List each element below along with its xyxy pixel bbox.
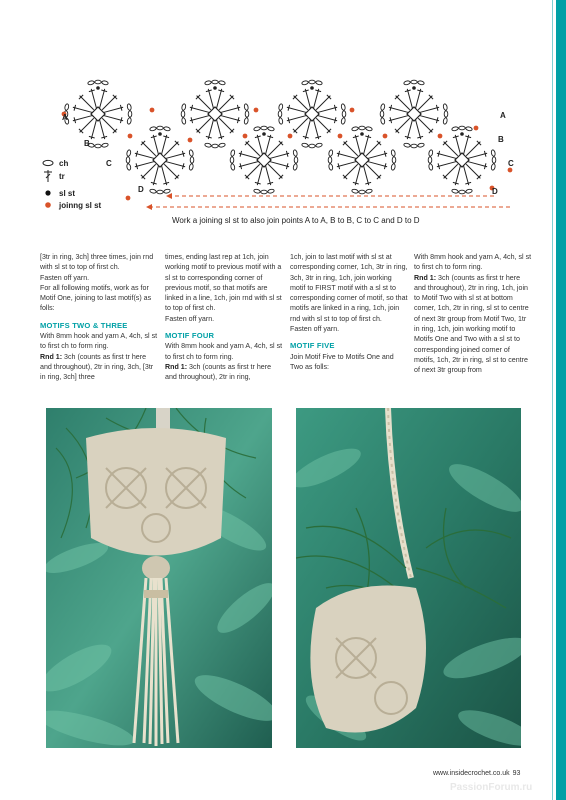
chain-stitch — [328, 163, 333, 170]
treble-stitch — [142, 164, 156, 178]
chain-stitch — [341, 104, 346, 111]
treble-stitch — [355, 135, 360, 154]
chain-stitch — [491, 163, 496, 170]
chain-stitch — [181, 104, 186, 111]
treble-stitch — [344, 142, 358, 156]
joining-slip-stitch — [243, 134, 248, 139]
chain-stitch — [212, 144, 218, 148]
legend-item-ch — [40, 158, 68, 168]
ch-icon — [40, 159, 56, 167]
treble-stitch — [368, 153, 387, 158]
treble-stitch — [142, 142, 156, 156]
join-point-label: D — [492, 187, 498, 196]
round-text: 3ch (counts as first tr here and throughout), 2tr in ring, — [165, 362, 272, 382]
treble-stitch — [190, 116, 209, 121]
slip-stitch — [412, 86, 416, 90]
treble-stitch — [318, 107, 337, 112]
chain-stitch — [150, 189, 157, 194]
treble-stitch — [337, 153, 356, 158]
round-instruction — [414, 273, 532, 376]
chain-stitch — [64, 104, 69, 111]
chain-stitch — [428, 163, 433, 170]
slip-stitch — [262, 132, 266, 136]
chain-stitch — [267, 126, 274, 131]
slip-stitch — [360, 132, 364, 136]
join-point-label: C — [508, 159, 514, 168]
treble-stitch — [257, 135, 262, 154]
treble-stitch — [364, 166, 369, 185]
treble-stitch — [455, 135, 460, 154]
treble-stitch — [389, 116, 408, 121]
chain-stitch — [411, 144, 417, 148]
treble-stitch — [355, 166, 360, 185]
text-column-4 — [414, 252, 532, 376]
chain-stitch — [428, 150, 433, 157]
chain-stitch — [230, 150, 235, 157]
joining-slip-stitch — [254, 108, 259, 113]
chain-stitch — [444, 111, 448, 117]
chain-stitch — [190, 157, 194, 163]
chain-stitch — [359, 190, 365, 194]
joining-slip-stitch — [150, 108, 155, 113]
chain-stitch — [452, 126, 459, 131]
body-paragraph: 1ch, join to last motif with sl st at corresponding corner, 1ch, 3tr in ring, 3ch, 3tr in ring, 1ch, join working motif to FIRST motif with a sl st to corresponding corner of motif, so that motifs are linked in a ring, 1ch, join rnd with sl st to top of first ch. — [290, 253, 408, 323]
joining-slip-stitch — [128, 134, 133, 139]
body-paragraph: For all following motifs, work as for Motif One, joining to last motif(s) as folls: — [40, 283, 152, 313]
joining-slip-stitch — [508, 168, 513, 173]
treble-stitch — [102, 96, 116, 110]
chain-stitch — [392, 157, 396, 163]
treble-stitch — [287, 107, 306, 112]
treble-stitch — [270, 153, 289, 158]
join-arrow-head — [166, 193, 172, 199]
treble-stitch — [162, 135, 167, 154]
treble-stitch — [104, 107, 123, 112]
section-heading: MOTIF FIVE — [290, 341, 335, 351]
joining-slip-stitch — [338, 134, 343, 139]
treble-stitch — [257, 166, 262, 185]
treble-stitch — [407, 89, 412, 108]
section-heading: MOTIF FOUR — [165, 331, 215, 341]
treble-stitch — [190, 107, 209, 112]
chain-stitch — [309, 80, 315, 84]
chain-stitch — [267, 189, 274, 194]
body-paragraph: Fasten off yarn. — [290, 325, 340, 334]
treble-stitch — [164, 142, 178, 156]
round-instruction — [40, 352, 158, 383]
join-point-label: A — [500, 111, 506, 120]
text-column-1 — [40, 252, 158, 383]
treble-stitch — [366, 164, 380, 178]
treble-stitch — [416, 89, 421, 108]
page-number: 93 — [512, 770, 521, 777]
treble-stitch — [102, 118, 116, 132]
treble-stitch — [368, 162, 387, 167]
treble-stitch — [80, 96, 94, 110]
treble-stitch — [418, 118, 432, 132]
treble-stitch — [219, 118, 233, 132]
chain-stitch — [101, 80, 108, 85]
treble-stitch — [268, 142, 282, 156]
chain-stitch — [309, 144, 315, 148]
chain-stitch — [127, 117, 132, 124]
treble-stitch — [294, 118, 308, 132]
treble-stitch — [396, 118, 410, 132]
treble-stitch — [437, 162, 456, 167]
chain-stitch — [380, 104, 385, 111]
legend-item-tr — [40, 171, 65, 181]
treble-stitch — [73, 107, 92, 112]
chain-stitch — [443, 104, 448, 111]
tr-icon — [40, 169, 56, 183]
round-text: 3ch (counts as first tr here and throughout), 2tr in ring, 3ch, [3tr in ring, 3ch] three — [40, 352, 154, 382]
join-arrow-head — [146, 204, 152, 210]
chain-stitch — [302, 143, 309, 148]
treble-stitch — [100, 89, 105, 108]
treble-stitch — [221, 116, 240, 121]
chain-stitch — [365, 126, 372, 131]
body-paragraph: With 8mm hook and yarn A, 4ch, sl st to first ch to form ring. — [165, 342, 283, 361]
treble-stitch — [162, 166, 167, 185]
body-paragraph: [3tr in ring, 3ch] three times, join rnd with sl st to top of first ch. — [40, 253, 154, 272]
slip-stitch — [310, 86, 314, 90]
treble-stitch — [266, 166, 271, 185]
body-paragraph: Fasten off yarn. — [165, 314, 215, 323]
legend-item-sl-st — [40, 188, 75, 198]
treble-stitch — [420, 116, 439, 121]
chain-stitch — [293, 150, 298, 157]
treble-stitch — [153, 166, 158, 185]
treble-stitch — [316, 96, 330, 110]
treble-stitch — [316, 118, 330, 132]
treble-stitch — [104, 116, 123, 121]
treble-stitch — [100, 120, 105, 139]
treble-stitch — [217, 120, 222, 139]
chain-stitch — [417, 80, 424, 85]
legend-label: ch — [59, 158, 69, 168]
joining-sl-st-icon — [40, 201, 56, 209]
treble-stitch — [164, 164, 178, 178]
chain-stitch — [181, 117, 186, 124]
chain-stitch — [465, 126, 472, 131]
chart-caption: Work a joining sl st to also join points A to A, B to B, C to C and D to D — [172, 216, 420, 225]
treble-stitch — [135, 153, 154, 158]
chain-stitch — [491, 150, 496, 157]
chain-stitch — [411, 80, 417, 84]
legend-item-joining-sl-st — [40, 200, 101, 210]
chain-stitch — [126, 150, 131, 157]
treble-stitch — [344, 164, 358, 178]
chain-stitch — [278, 117, 283, 124]
treble-stitch — [364, 135, 369, 154]
treble-stitch — [266, 135, 271, 154]
chain-stitch — [417, 143, 424, 148]
join-point-label: A — [62, 113, 68, 122]
treble-stitch — [444, 142, 458, 156]
chain-stitch — [230, 157, 234, 163]
chain-stitch — [359, 126, 365, 130]
chain-stitch — [88, 80, 95, 85]
chain-stitch — [465, 189, 472, 194]
treble-stitch — [455, 166, 460, 185]
treble-stitch — [305, 120, 310, 139]
treble-stitch — [73, 116, 92, 121]
body-paragraph: Join Motif Five to Motifs One and Two as folls: — [290, 352, 394, 371]
chain-stitch — [352, 189, 359, 194]
chain-stitch — [391, 150, 396, 157]
footer-url[interactable]: www.insidecrochet.co.uk — [433, 770, 510, 777]
chain-stitch — [95, 80, 101, 84]
page-edge-gap — [553, 0, 556, 800]
slip-stitch — [460, 132, 464, 136]
treble-stitch — [91, 89, 96, 108]
chain-stitch — [128, 111, 132, 117]
chain-stitch — [244, 117, 249, 124]
treble-stitch — [80, 118, 94, 132]
chain-stitch — [157, 190, 163, 194]
round-label: Rnd 1: — [414, 273, 437, 282]
treble-stitch — [314, 120, 319, 139]
legend-label: tr — [59, 171, 65, 181]
slip-stitch — [158, 132, 162, 136]
chain-stitch — [452, 189, 459, 194]
chain-stitch — [492, 157, 496, 163]
treble-stitch — [294, 96, 308, 110]
treble-stitch — [396, 96, 410, 110]
treble-stitch — [287, 116, 306, 121]
treble-stitch — [91, 120, 96, 139]
chain-stitch — [244, 104, 249, 111]
chain-stitch — [181, 111, 185, 117]
sl-st-icon — [40, 189, 56, 197]
slip-stitch — [96, 86, 100, 90]
chain-stitch — [218, 143, 225, 148]
chain-stitch — [459, 126, 465, 130]
treble-stitch — [444, 164, 458, 178]
body-paragraph: With 8mm hook and yarn A, 4ch, sl st to first ch to form ring. — [40, 332, 158, 351]
chain-stitch — [254, 189, 261, 194]
round-instruction — [165, 362, 283, 383]
chain-stitch — [261, 126, 267, 130]
treble-stitch — [221, 107, 240, 112]
treble-stitch — [246, 164, 260, 178]
treble-stitch — [418, 96, 432, 110]
chain-stitch — [342, 111, 346, 117]
page-edge-bar — [556, 0, 566, 800]
treble-stitch — [166, 153, 185, 158]
chain-stitch — [254, 126, 261, 131]
treble-stitch — [239, 153, 258, 158]
round-label: Rnd 1: — [40, 352, 63, 361]
slip-stitch — [213, 86, 217, 90]
chain-stitch — [380, 111, 384, 117]
section-heading: MOTIFS TWO & THREE — [40, 320, 128, 330]
chain-stitch — [150, 126, 157, 131]
chain-stitch — [428, 157, 432, 163]
joining-slip-stitch — [474, 126, 479, 131]
chain-stitch — [404, 80, 411, 85]
text-column-2 — [165, 252, 283, 383]
text-column-3 — [290, 252, 408, 372]
chain-stitch — [127, 104, 132, 111]
joining-slip-stitch — [188, 138, 193, 143]
chain-stitch — [328, 157, 332, 163]
chain-stitch — [404, 143, 411, 148]
chain-stitch — [365, 189, 372, 194]
treble-stitch — [305, 89, 310, 108]
treble-stitch — [166, 162, 185, 167]
chain-stitch — [315, 143, 322, 148]
chain-stitch — [157, 126, 163, 130]
watermark: PassionForum.ru — [450, 782, 533, 793]
chart-legend — [40, 158, 130, 218]
treble-stitch — [208, 89, 213, 108]
round-text: 3ch (counts as first tr here and throughout), 2tr in ring, 1ch, join to Motif Two with sl st at bottom corner, 1ch, 2tr in ring, sl st to centre of next 3tr group from Motif Two, 1tr in ring, 1ch, join working motif to Motifs One and Two with a sl st to corresponding joined corner of motifs, 1ch, 2tr in ring, sl st to centre of next 3tr group from — [414, 273, 529, 375]
treble-stitch — [416, 120, 421, 139]
legend-label: sl st — [59, 188, 76, 198]
treble-stitch — [366, 142, 380, 156]
treble-stitch — [466, 142, 480, 156]
join-point-label: D — [138, 185, 144, 194]
chain-stitch — [459, 190, 465, 194]
legend-label: joinng sl st — [59, 200, 102, 210]
chain-stitch — [212, 80, 218, 84]
treble-stitch — [468, 153, 487, 158]
joining-slip-stitch — [350, 108, 355, 113]
chain-stitch — [163, 189, 170, 194]
chain-stitch — [278, 111, 282, 117]
treble-stitch — [420, 107, 439, 112]
treble-stitch — [314, 89, 319, 108]
page-edge-line — [552, 0, 553, 800]
chain-stitch — [380, 117, 385, 124]
treble-stitch — [197, 118, 211, 132]
chain-stitch — [218, 80, 225, 85]
chain-stitch — [278, 104, 283, 111]
treble-stitch — [464, 166, 469, 185]
treble-stitch — [239, 162, 258, 167]
chain-stitch — [189, 163, 194, 170]
treble-stitch — [437, 153, 456, 158]
chain-stitch — [293, 163, 298, 170]
joining-slip-stitch — [438, 134, 443, 139]
treble-stitch — [337, 162, 356, 167]
treble-stitch — [464, 135, 469, 154]
join-point-label: B — [498, 135, 504, 144]
chain-stitch — [163, 126, 170, 131]
treble-stitch — [468, 162, 487, 167]
chain-stitch — [315, 80, 322, 85]
join-point-label: B — [84, 139, 90, 148]
chain-stitch — [302, 80, 309, 85]
photo-hanging-planter — [296, 408, 521, 748]
chain-stitch — [261, 190, 267, 194]
chain-stitch — [352, 126, 359, 131]
chain-stitch — [294, 157, 298, 163]
chain-stitch — [205, 143, 212, 148]
treble-stitch — [217, 89, 222, 108]
treble-stitch — [246, 142, 260, 156]
joining-slip-stitch — [288, 134, 293, 139]
join-point-label: C — [106, 159, 112, 168]
treble-stitch — [208, 120, 213, 139]
treble-stitch — [153, 135, 158, 154]
chain-stitch — [328, 150, 333, 157]
photo-tassel-planter — [46, 408, 272, 748]
treble-stitch — [219, 96, 233, 110]
chain-stitch — [205, 80, 212, 85]
round-label: Rnd 1: — [165, 362, 188, 371]
treble-stitch — [318, 116, 337, 121]
treble-stitch — [197, 96, 211, 110]
chain-stitch — [391, 163, 396, 170]
body-paragraph: times, ending last rep at 1ch, join working motif to previous motif with a sl st to corresponding corner of previous motif, so that motifs are linked in a line, 1ch, join rnd with sl st to top of first ch. — [165, 253, 282, 313]
chain-stitch — [101, 143, 108, 148]
treble-stitch — [389, 107, 408, 112]
chain-stitch — [245, 111, 249, 117]
body-paragraph: With 8mm hook and yarn A, 4ch, sl st to first ch to form ring. — [414, 253, 532, 272]
chain-stitch — [341, 117, 346, 124]
chain-stitch — [230, 163, 235, 170]
chain-stitch — [95, 144, 101, 148]
treble-stitch — [268, 164, 282, 178]
page-footer — [433, 770, 520, 777]
joining-slip-stitch — [383, 134, 388, 139]
treble-stitch — [270, 162, 289, 167]
chain-stitch — [189, 150, 194, 157]
treble-stitch — [466, 164, 480, 178]
treble-stitch — [407, 120, 412, 139]
chain-stitch — [443, 117, 448, 124]
treble-stitch — [135, 162, 154, 167]
body-paragraph: Fasten off yarn. — [40, 273, 90, 282]
